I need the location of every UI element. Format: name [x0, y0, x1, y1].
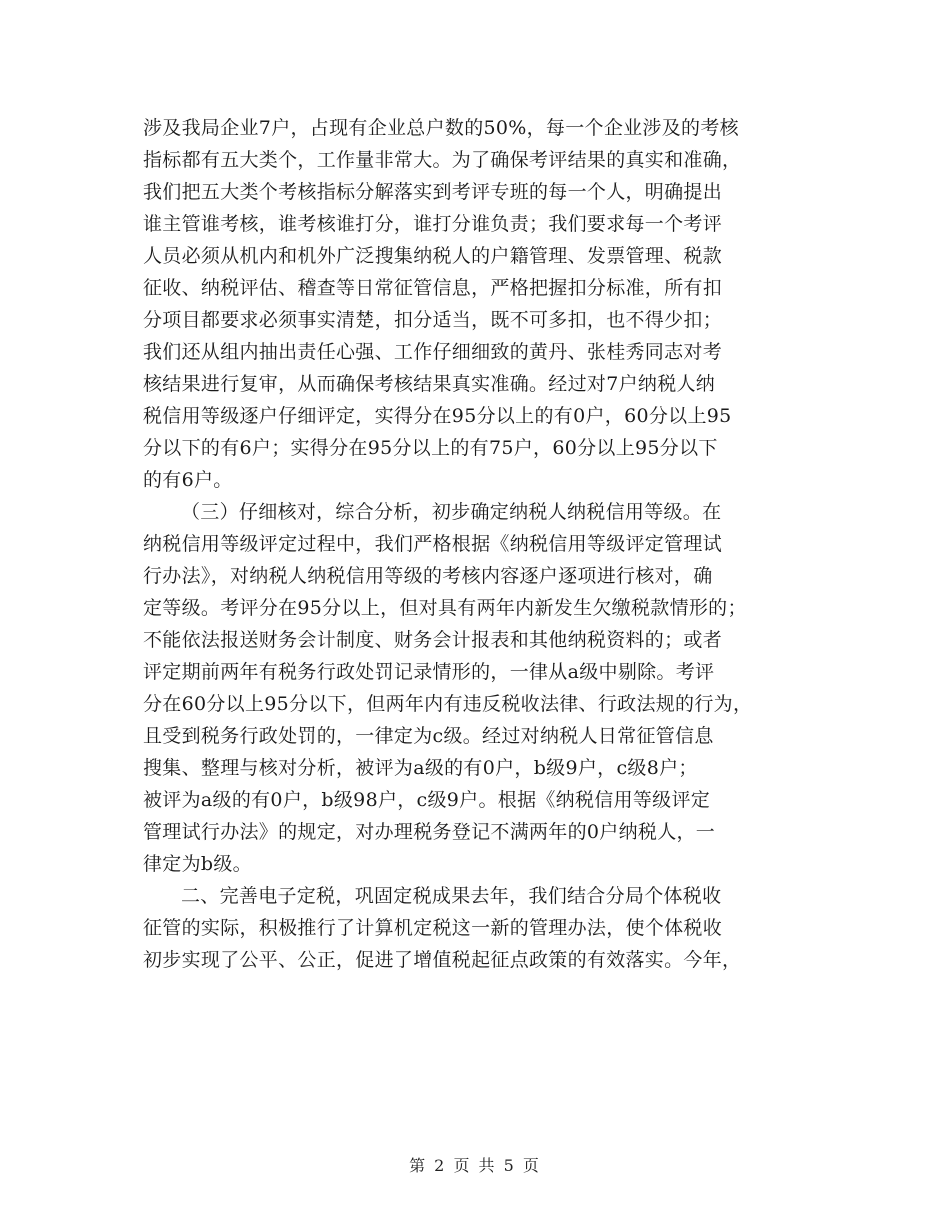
text-line: 税信用等级逐户仔细评定，实得分在95分以上的有0户，60分以上95 — [143, 405, 732, 427]
text-line: 管理试行办法》的规定，对办理税务登记不满两年的0户纳税人，一 — [143, 821, 716, 843]
text-line: 且受到税务行政处罚的，一律定为c级。经过对纳税人日常征管信息 — [143, 725, 714, 747]
body-text — [143, 112, 833, 976]
text-line: 分以下的有6户；实得分在95分以上的有75户，60分以上95分以下 — [143, 437, 718, 459]
text-line: 征管的实际，积极推行了计算机定税这一新的管理办法，使个体税收 — [143, 917, 723, 939]
text-line: 指标都有五大类个，工作量非常大。为了确保考评结果的真实和准确， — [143, 149, 742, 171]
text-line: 定等级。考评分在95分以上，但对具有两年内新发生欠缴税款情形的； — [143, 597, 747, 619]
text-line: 分在60分以上95分以下，但两年内有违反税收法律、行政法规的行为， — [143, 693, 753, 715]
paragraph-start-line: （三）仔细核对，综合分析，初步确定纳税人纳税信用等级。在 — [181, 501, 722, 523]
text-line: 被评为a级的有0户，b级98户，c级9户。根据《纳税信用等级评定 — [143, 789, 711, 811]
text-line: 人员必须从机内和机外广泛搜集纳税人的户籍管理、发票管理、税款 — [143, 245, 723, 267]
text-line: 搜集、整理与核对分析，被评为a级的有0户，b级9户，c级8户； — [143, 757, 698, 779]
page-number-footer: 第 2 页 共 5 页 — [409, 1156, 541, 1175]
text-line: 征收、纳税评估、稽查等日常征管信息，严格把握扣分标准，所有扣 — [143, 277, 723, 299]
paragraph-start-line: 二、完善电子定税，巩固定税成果去年，我们结合分局个体税收 — [181, 885, 722, 907]
text-line: 不能依法报送财务会计制度、财务会计报表和其他纳税资料的；或者 — [143, 629, 723, 651]
text-line: 律定为b级。 — [143, 853, 252, 875]
text-line: 我们把五大类个考核指标分解落实到考评专班的每一个人，明确提出 — [143, 181, 723, 203]
text-line: 谁主管谁考核，谁考核谁打分，谁打分谁负责；我们要求每一个考评 — [143, 213, 723, 235]
text-line: 核结果进行复审，从而确保考核结果真实准确。经过对7户纳税人纳 — [143, 373, 716, 395]
text-line: 涉及我局企业7户，占现有企业总户数的50%，每一个企业涉及的考核 — [143, 117, 739, 139]
text-line: 分项目都要求必须事实清楚，扣分适当，既不可多扣，也不得少扣； — [143, 309, 723, 331]
text-line: 评定期前两年有税务行政处罚记录情形的，一律从a级中剔除。考评 — [143, 661, 715, 683]
text-line: 的有6户。 — [143, 469, 233, 491]
text-line: 我们还从组内抽出责任心强、工作仔细细致的黄丹、张桂秀同志对考 — [143, 341, 723, 363]
text-line: 行办法》，对纳税人纳税信用等级的考核内容逐户逐项进行核对，确 — [143, 565, 713, 587]
text-line: 纳税信用等级评定过程中，我们严格根据《纳税信用等级评定管理试 — [143, 533, 723, 555]
text-line: 初步实现了公平、公正，促进了增值税起征点政策的有效落实。今年， — [143, 949, 742, 971]
